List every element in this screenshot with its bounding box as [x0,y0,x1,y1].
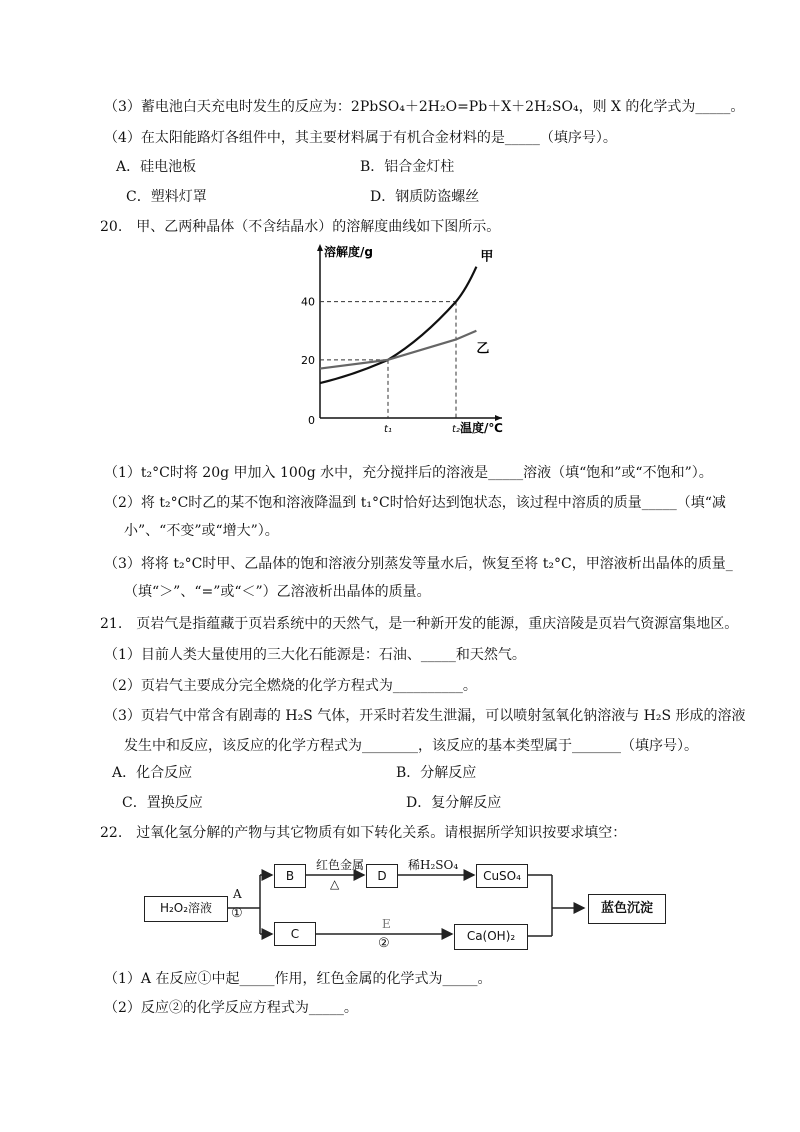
series-label: 甲 [480,249,494,265]
flow-box-blue-precipitate: 蓝色沉淀 [588,894,666,924]
q19-part3: （3）蓄电池白天充电时发生的反应为：2PbSO₄＋2H₂O=Pb＋X＋2H₂SO₄，则 X 的化学式为_____。 [104,99,745,115]
flow-box-d: D [366,864,398,888]
flow-box-c: C [274,922,316,946]
q21-part1: （1）目前人类大量使用的三大化石能源是：石油、_____和天然气。 [104,647,526,663]
q20-part1: （1）t₂°C时将 20g 甲加入 100g 水中，充分搅拌后的溶液是_____溶液（填“饱和”或“不饱和”）。 [104,465,713,481]
q21-part2: （2）页岩气主要成分完全燃烧的化学方程式为__________。 [104,678,477,694]
q19-option-b: B．铝合金灯柱 [360,159,455,175]
flow-box-h2o2: H₂O₂溶液 [144,896,228,922]
q21-option-a: A．化合反应 [112,765,193,781]
q20-part3-line1: （3）将将 t₂°C时甲、乙晶体的饱和溶液分别蒸发等量水后，恢复至将 t₂°C，甲溶液析出晶体的质量_ [104,556,733,572]
q21-part3-line1: （3）页岩气中常含有剧毒的 H₂S 气体，开采时若发生泄漏，可以喷射氢氧化钠溶液与 H₂S 形成的溶液 [104,708,746,724]
flow-box-cuso4: CuSO₄ [476,864,528,888]
q19-option-d: D．钢质防盗螺丝 [370,189,480,205]
flow-label-dilute-acid: 稀H₂SO₄ [408,858,459,872]
flow-label-delta: △ [330,877,340,891]
flow-label-red-metal: 红色金属 [316,858,365,872]
q20-stem: 20. 甲、乙两种晶体（不含结晶水）的溶解度曲线如下图所示。 [100,219,501,235]
y-tick-label: 20 [301,353,315,367]
q19-option-a: A．硅电池板 [116,159,197,175]
q21-option-b: B．分解反应 [396,765,477,781]
y-tick-label: 40 [301,295,315,309]
q22-part2: （2）反应②的化学反应方程式为_____。 [104,1000,358,1016]
x-tick-label: t₂ [452,424,460,435]
flow-box-caoh2: Ca(OH)₂ [454,924,528,950]
x-axis-label: 温度/℃ [460,421,503,435]
flow-label-reaction1: ① [231,906,243,921]
flow-box-b: B [274,864,306,888]
q22-stem: 22. 过氧化氢分解的产物与其它物质有如下转化关系。请根据所学知识按要求填空： [100,825,627,841]
flow-label-e: E [382,917,391,931]
q20-part3-line2: （填“＞”、“=”或“＜”）乙溶液析出晶体的质量。 [124,584,431,600]
q21-part3-line2: 发生中和反应，该反应的化学方程式为________，该反应的基本类型属于_______（填序号）。 [124,738,698,754]
q22-part1: （1）A 在反应①中起_____作用，红色金属的化学式为_____。 [104,971,492,987]
q21-stem: 21. 页岩气是指蕴藏于页岩系统中的天然气，是一种新开发的能源，重庆涪陵是页岩气资源富集地区。 [100,616,739,632]
q19-option-c: C．塑料灯罩 [126,189,207,205]
series-label: 乙 [476,341,490,357]
q20-part2-line2: 小”、“不变”或“增大”）。 [124,523,279,539]
q21-option-c: C．置换反应 [122,795,203,811]
y-axis-label: 溶解度/g [324,245,373,259]
q20-part2-line1: （2）将 t₂°C时乙的某不饱和溶液降温到 t₁°C时恰好达到饱状态，该过程中溶质的质量_____（填“减 [104,495,726,511]
x-tick-label: t₁ [384,424,392,435]
flow-label-reaction2: ② [378,936,390,951]
q21-option-d: D．复分解反应 [406,795,502,811]
flow-label-a: A [233,887,242,901]
q19-part4: （4）在太阳能路灯各组件中，其主要材料属于有机合金材料的是_____（填序号）。 [104,130,617,146]
origin-label: 0 [308,414,315,427]
